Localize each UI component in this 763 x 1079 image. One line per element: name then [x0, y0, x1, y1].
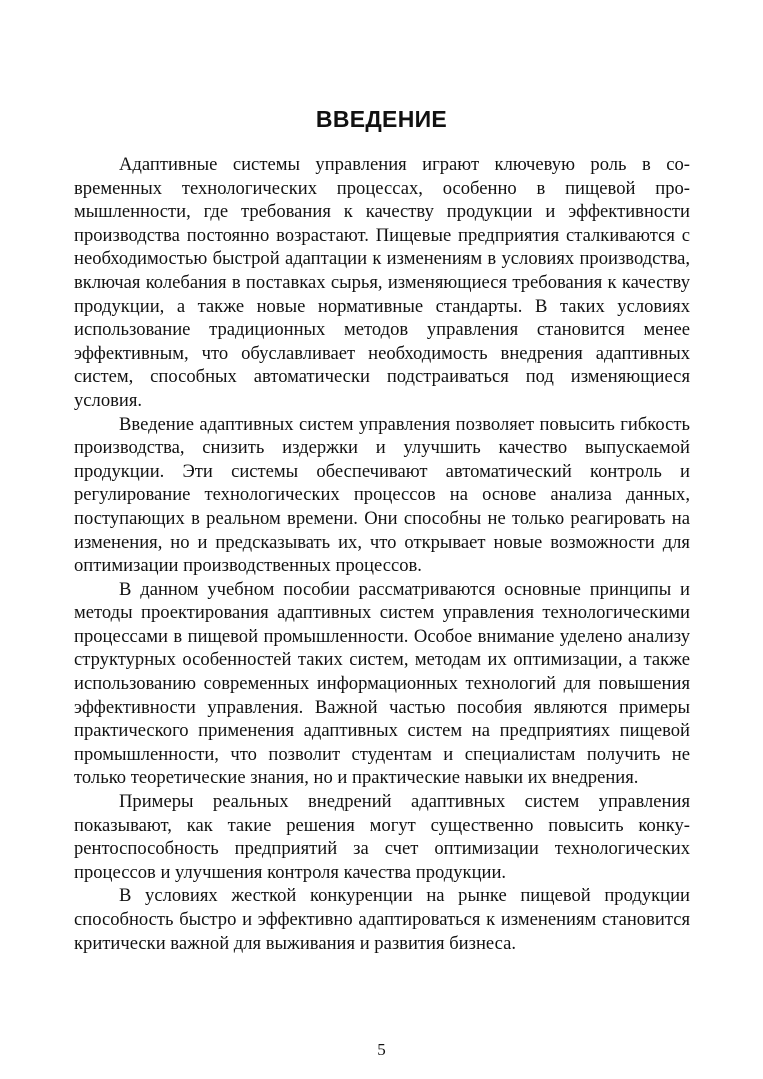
paragraph-1: Адаптивные системы управления играют ключевую роль в современных технологических процессах, особенно в пищевой промышленности, где требования к качеству продукции и эффективности производства постоянно возрастают. Пищевые предприятия сталкиваются с необходимостью быстрой адаптации к изменениям в условиях производства, включая колебания в поставках сырья, изменяющиеся требования к качеству продукции, а также новые нормативные стандарты. В таких условиях использование традиционных методов управления становится менее эффективным, что обуславливает необходимость внедрения адаптивных систем, способных автоматически подстраиваться под изменяющиеся условия.	[74, 154, 690, 411]
paragraph-4: Примеры реальных внедрений адаптивных систем управления показывают, как такие решения могут существенно повысить конкурентоспособность предприятий за счет оптимизации технологических процессов и улучшения контроля качества продукции.	[74, 791, 690, 883]
section-heading: ВВЕДЕНИЕ	[315, 106, 448, 132]
page-number: 5	[377, 1040, 386, 1059]
body-text	[74, 153, 690, 955]
paragraph-5: В условиях жесткой конкуренции на рынке пищевой продукции способность быстро и эффективно адаптироваться к изменениям становится критически важной для выживания и развития бизнеса.	[74, 885, 690, 954]
paragraph-3: В данном учебном пособии рассматриваются основные принципы и методы проектирования адаптивных систем управления технологическими процессами в пищевой промышленности. Особое внимание уделено анализу структурных особенностей таких систем, методам их оптимизации, а также использованию современных информационных технологий для повышения эффективности управления. Важной частью пособия являются примеры практического применения адаптивных систем на предприятиях пищевой промышленности, что позволит студентам и специалистам получить не только теоретические знания, но и практические навыки их внедрения.	[74, 578, 690, 789]
paragraph-2: Введение адаптивных систем управления позволяет повысить гибкость производства, снизить издержки и улучшить качество выпускаемой продукции. Эти системы обеспечивают автоматический контроль и регулирование технологических процессов на основе анализа данных, поступающих в реальном времени. Они способны не только реагировать на изменения, но и предсказывать их, что открывает новые возможности для оптимизации производственных процессов.	[74, 413, 690, 577]
